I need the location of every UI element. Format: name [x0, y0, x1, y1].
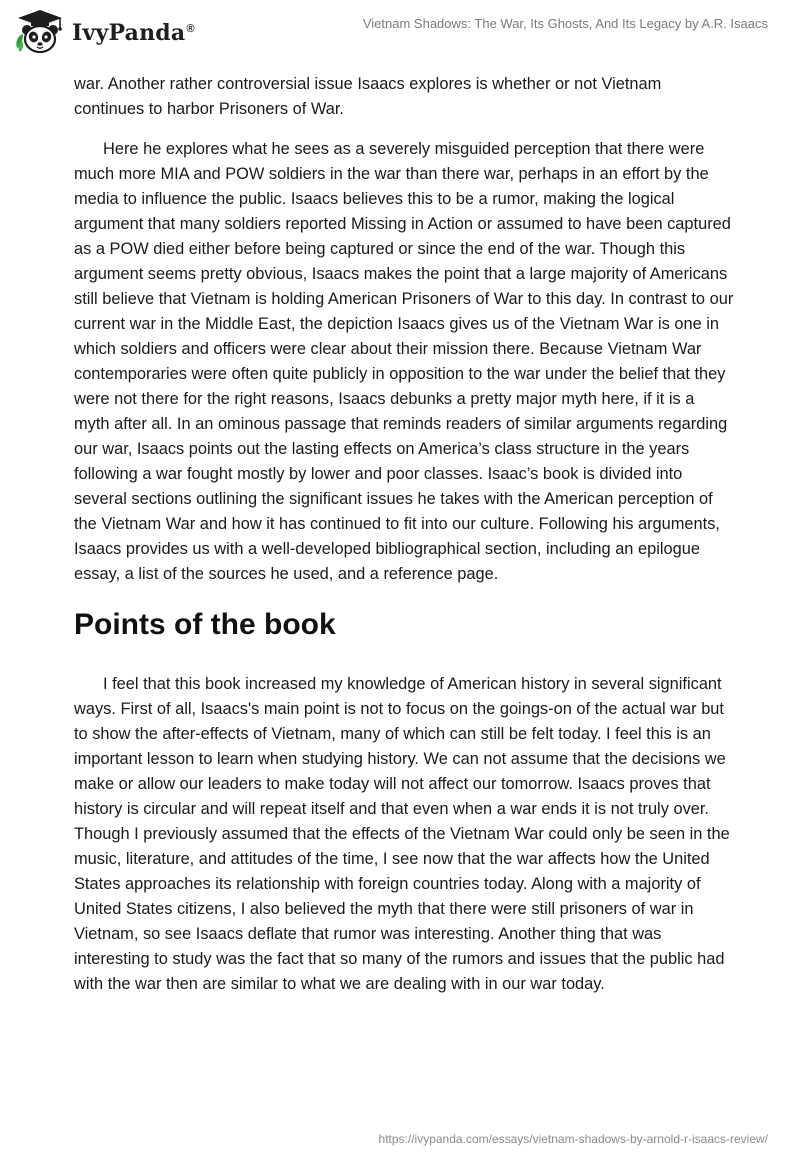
paragraph-continuation: war. Another rather controversial issue Isaacs explores is whether or not Vietnam continues to harbor Prisoners of War. [74, 75, 662, 118]
heading-spacer [74, 645, 734, 672]
paragraph: I feel that this book increased my knowledge of American history in several significant ways. First of all, Isaacs's main point is not to focus on the goings-on of the actual war but to show the after-effects of Vietnam, many of which can still be felt today. I feel this is an important lesson to learn when studying history. We can not assume that the decisions we make or allow our leaders to make today will not affect our tomorrow. Isaacs proves that history is circular and will repeat itself and that even when a war ends it is not truly over. Though I previously assumed that the effects of the Vietnam War could only be seen in the music, literature, and attitudes of the time, I see now that the war affects how the United States approaches its relationship with foreign countries today. Along with a majority of United States citizens, I also believed the myth that there were still prisoners of war in Vietnam, so see Isaacs deflate that rumor was interesting. Another thing that was interesting to study was the fact that so many of the rumors and issues that the public had with the war then are similar to what we are dealing with in our war today. [74, 675, 730, 993]
section-heading: Points of the book [74, 608, 336, 641]
paragraph: Here he explores what he sees as a severely misguided perception that there were much more MIA and POW soldiers in the war than there war, perhaps in an effort by the media to influence the public. Isaacs believes this to be a rumor, making the logical argument that many soldiers reported Missing in Action or assumed to have been captured as a POW died either before being captured or since the end of the war. Though this argument seems pretty obvious, Isaacs makes the point that a large majority of Americans still believe that Vietnam is holding American Prisoners of War to this day. In contrast to our current war in the Middle East, the depiction Isaacs gives us of the Vietnam War is one in which soldiers and officers were clear about their mission there. Because Vietnam War contemporaries were often quite publicly in opposition to the war under the belief that they were not there for the right reasons, Isaacs debunks a pretty major myth here, if it is a myth after all. In an ominous passage that reminds readers of similar arguments regarding our war, Isaacs points out the lasting effects on America’s class structure in the years following a war fought mostly by lower and poor classes. Isaac’s book is divided into several sections outlining the significant issues he takes with the American perception of the Vietnam War and how it has continued to fit into our culture. Following his arguments, Isaacs provides us with a well-developed bibliographical section, including an epilogue essay, a list of the sources he used, and a reference page. [74, 140, 734, 583]
page-header [0, 0, 800, 70]
panda-graduate-icon [14, 8, 66, 56]
brand-name: IvyPanda® [72, 20, 195, 46]
document-title: Vietnam Shadows: The War, Its Ghosts, And Its Legacy by A.R. Isaacs [362, 16, 768, 31]
source-url[interactable]: https://ivypanda.com/essays/vietnam-shadows-by-arnold-r-isaacs-review/ [378, 1132, 768, 1146]
registered-mark: ® [186, 22, 195, 35]
paragraph-spacer [74, 122, 734, 137]
essay-content [74, 72, 734, 997]
ivypanda-logo[interactable] [14, 8, 195, 56]
